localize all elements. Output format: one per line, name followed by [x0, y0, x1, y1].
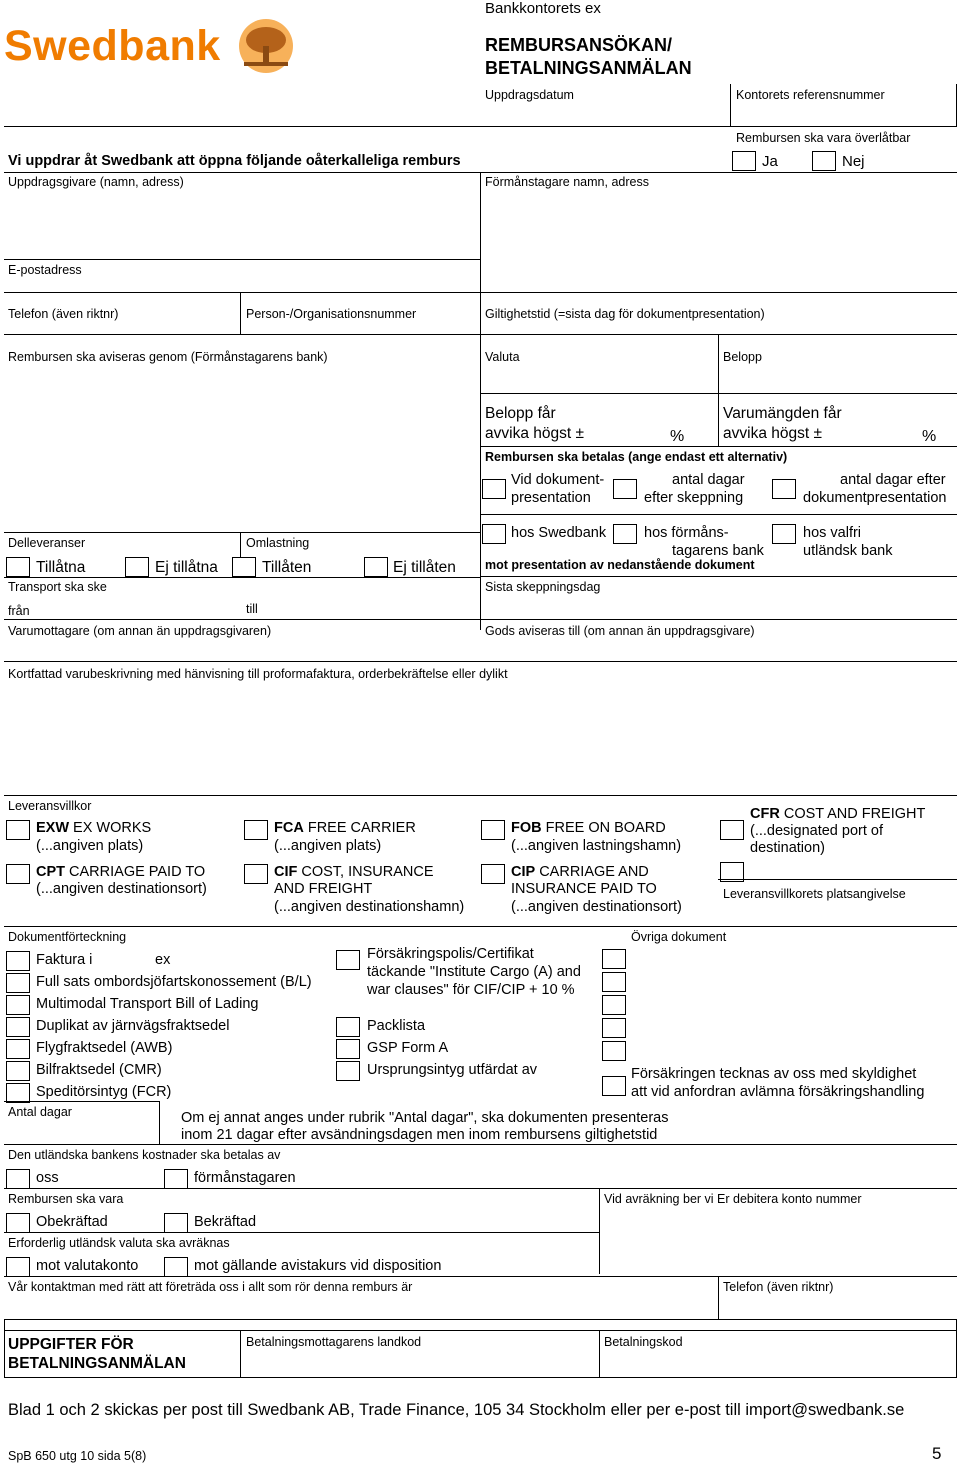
- yes-label: Ja: [762, 153, 778, 170]
- days-note-line1: Om ej annat anges under rubrik "Antal dagar", ska dokumenten presenteras: [181, 1110, 669, 1126]
- mtbl-label: Multimodal Transport Bill of Lading: [36, 996, 259, 1012]
- confirmed-checkbox[interactable]: [164, 1213, 188, 1233]
- partial-not-allowed-checkbox[interactable]: [125, 557, 149, 577]
- divider: [4, 1319, 957, 1320]
- fx-spot-label: mot gällande avistakurs vid disposition: [194, 1258, 442, 1274]
- debit-account-label: Vid avräkning ber vi Er debitera konto nummer: [604, 1192, 862, 1206]
- cfr-place-line1: (...designated port of: [750, 823, 883, 839]
- cip-place: (...angiven destinationsort): [511, 899, 682, 915]
- partial-not-allowed-label: Ej tillåtna: [155, 559, 218, 576]
- insurance-checkbox[interactable]: [336, 950, 360, 970]
- fca-term: FCA FREE CARRIER: [274, 820, 416, 836]
- at-any-line1: hos valfri: [803, 525, 862, 541]
- insurance-line2: täckande "Institute Cargo (A) and: [367, 964, 581, 980]
- divider: [599, 1188, 600, 1274]
- validity-label: Giltighetstid (=sista dag för dokumentpresentation): [485, 307, 765, 321]
- transship-not-allowed-label: Ej tillåten: [393, 559, 456, 576]
- divider: [240, 292, 241, 334]
- cif-term: CIF COST, INSURANCE: [274, 864, 434, 880]
- other-doc-checkbox-5[interactable]: [602, 1041, 626, 1061]
- costs-beneficiary-checkbox[interactable]: [164, 1169, 188, 1189]
- partial-allowed-label: Tillåtna: [36, 559, 86, 576]
- notify-label: Gods aviseras till (om annan än uppdragsgivare): [485, 624, 755, 638]
- divider: [240, 1330, 241, 1378]
- other-doc-checkbox-3[interactable]: [602, 995, 626, 1015]
- exw-term: EXW EX WORKS: [36, 820, 152, 836]
- divider: [480, 292, 481, 334]
- qty-tolerance-line2: avvika högst ±: [723, 425, 822, 442]
- divider: [4, 795, 957, 796]
- bank-copy-label: Bankkontorets ex: [485, 0, 601, 17]
- awb-label: Flygfraktsedel (AWB): [36, 1040, 173, 1056]
- awb-checkbox[interactable]: [6, 1039, 30, 1059]
- divider: [4, 1330, 957, 1331]
- days-after-presentation-checkbox[interactable]: [772, 479, 796, 499]
- divider: [956, 1319, 957, 1378]
- divider: [480, 446, 957, 447]
- other-doc-checkbox-4[interactable]: [602, 1018, 626, 1038]
- packing-checkbox[interactable]: [336, 1017, 360, 1037]
- divider: [718, 1276, 719, 1319]
- date-label: Uppdragsdatum: [485, 88, 574, 102]
- oak-tree-icon: [236, 18, 296, 74]
- sight-line1: Vid dokument-: [511, 472, 605, 488]
- days-doc-line2: dokumentpresentation: [803, 490, 947, 506]
- transferable-yes-checkbox[interactable]: [732, 151, 756, 171]
- contact-label: Vår kontaktman med rätt att företräda oss i allt som rör denna remburs är: [8, 1280, 413, 1294]
- divider: [4, 1101, 159, 1102]
- beneficiary-label: Förmånstagare namn, adress: [485, 175, 649, 189]
- at-swedbank-label: hos Swedbank: [511, 525, 607, 541]
- days-label: Antal dagar: [8, 1105, 72, 1119]
- divider: [4, 577, 480, 578]
- cfr-checkbox[interactable]: [720, 820, 744, 840]
- paynote-title-line2: BETALNINGSANMÄLAN: [8, 1355, 186, 1372]
- divider: [480, 393, 957, 394]
- invoice-checkbox[interactable]: [6, 951, 30, 971]
- cmr-label: Bilfraktsedel (CMR): [36, 1062, 162, 1078]
- gsp-label: GSP Form A: [367, 1040, 449, 1056]
- divider: [4, 259, 480, 260]
- fx-account-label: mot valutakonto: [36, 1258, 139, 1274]
- advising-bank-label: Rembursen ska aviseras genom (Förmånstagarens bank): [8, 350, 328, 364]
- insurance-note-line1: Försäkringen tecknas av oss med skyldighet: [631, 1066, 917, 1082]
- divider: [956, 84, 957, 126]
- days-ship-line1: antal dagar: [672, 472, 745, 488]
- paynote-title-line1: UPPGIFTER FÖR: [8, 1336, 134, 1353]
- fx-account-checkbox[interactable]: [6, 1257, 30, 1277]
- divider: [159, 1101, 160, 1144]
- exw-place: (...angiven plats): [36, 838, 144, 854]
- divider: [4, 1377, 957, 1378]
- divider: [730, 84, 731, 126]
- costs-us-label: oss: [36, 1170, 59, 1186]
- confirm-label: Rembursen ska vara: [8, 1192, 124, 1206]
- origin-label: Ursprungsintyg utfärdat av: [367, 1062, 538, 1078]
- gsp-checkbox[interactable]: [336, 1039, 360, 1059]
- insurance-line1: Försäkringspolis/Certifikat: [367, 946, 534, 962]
- at-swedbank-checkbox[interactable]: [482, 524, 506, 544]
- no-label: Nej: [842, 153, 865, 170]
- at-beneficiary-bank-checkbox[interactable]: [613, 524, 637, 544]
- sight-payment-checkbox[interactable]: [482, 479, 506, 499]
- transferable-label: Rembursen ska vara överlåtbar: [736, 131, 911, 145]
- cpt-place: (...angiven destinationsort): [36, 881, 207, 897]
- org-number-label: Person-/Organisationsnummer: [246, 307, 417, 321]
- divider: [4, 1276, 957, 1277]
- email-label: E-postadress: [8, 263, 82, 277]
- divider: [4, 926, 957, 927]
- applicant-label: Uppdragsgivare (namn, adress): [8, 175, 184, 189]
- transship-not-allowed-checkbox[interactable]: [364, 557, 388, 577]
- sight-line2: presentation: [511, 490, 591, 506]
- other-docs-label: Övriga dokument: [631, 930, 727, 944]
- cif-checkbox[interactable]: [244, 864, 268, 884]
- amount-tolerance-line1: Belopp får: [485, 405, 556, 422]
- amount-percent-sign: %: [670, 428, 685, 445]
- divider: [4, 661, 957, 662]
- cif-place: (...angiven destinationshamn): [274, 899, 465, 915]
- divider: [480, 576, 957, 577]
- insurance-line3: war clauses" för CIF/CIP + 10 %: [367, 982, 575, 998]
- cif-term-line2: AND FREIGHT: [274, 881, 373, 897]
- qty-percent-sign: %: [922, 428, 937, 445]
- mtbl-checkbox[interactable]: [6, 995, 30, 1015]
- fcr-label: Speditörsintyg (FCR): [36, 1084, 172, 1100]
- fob-checkbox[interactable]: [481, 820, 505, 840]
- at-any-line2: utländsk bank: [803, 543, 893, 559]
- page-number: 5: [932, 1444, 942, 1463]
- divider: [599, 1330, 600, 1378]
- insurance-by-us-checkbox[interactable]: [602, 1076, 626, 1096]
- transship-allowed-checkbox[interactable]: [232, 557, 256, 577]
- at-any-bank-checkbox[interactable]: [772, 524, 796, 544]
- other-doc-checkbox-1[interactable]: [602, 949, 626, 969]
- partial-allowed-checkbox[interactable]: [6, 557, 30, 577]
- intro-heading: Vi uppdrar åt Swedbank att öppna följande oåterkalleliga remburs: [8, 153, 461, 169]
- at-benef-line2: tagarens bank: [672, 543, 764, 559]
- payment-heading: Rembursen ska betalas (ange endast ett alternativ): [485, 450, 788, 464]
- fob-term: FOB FREE ON BOARD: [511, 820, 666, 836]
- divider: [4, 532, 480, 533]
- days-note-line2: inom 21 dagar efter avsändningsdagen men inom rembursens giltighetstid: [181, 1127, 658, 1143]
- last-shipment-label: Sista skeppningsdag: [485, 580, 601, 594]
- partial-shipment-label: Delleveranser: [8, 536, 86, 550]
- unconfirmed-checkbox[interactable]: [6, 1213, 30, 1233]
- days-ship-line2: efter skeppning: [644, 490, 744, 506]
- payment-code-label: Betalningskod: [604, 1335, 683, 1349]
- fcr-checkbox[interactable]: [6, 1083, 30, 1103]
- days-after-shipment-checkbox[interactable]: [613, 479, 637, 499]
- transport-label: Transport ska ske: [8, 580, 107, 594]
- at-benef-line1: hos förmåns-: [644, 525, 729, 541]
- cip-checkbox[interactable]: [481, 864, 505, 884]
- packing-label: Packlista: [367, 1018, 426, 1034]
- divider: [480, 334, 481, 630]
- rail-label: Duplikat av järnvägsfraktsedel: [36, 1018, 230, 1034]
- unconfirmed-label: Obekräftad: [36, 1214, 108, 1230]
- brand-name: Swedbank: [4, 22, 221, 70]
- origin-checkbox[interactable]: [336, 1061, 360, 1081]
- rail-checkbox[interactable]: [6, 1017, 30, 1037]
- divider: [4, 1232, 599, 1233]
- qty-tolerance-line1: Varumängden får: [723, 405, 842, 422]
- fca-place: (...angiven plats): [274, 838, 382, 854]
- cip-term: CIP CARRIAGE AND: [511, 864, 649, 880]
- fx-label: Erforderlig utländsk valuta ska avräknas: [8, 1236, 230, 1250]
- bl-label: Full sats ombordsjöfartskonossement (B/L): [36, 974, 312, 990]
- divider: [480, 172, 481, 292]
- currency-label: Valuta: [485, 350, 520, 364]
- bl-checkbox[interactable]: [6, 973, 30, 993]
- days-doc-line1: antal dagar efter: [840, 472, 946, 488]
- delivery-terms-label: Leveransvillkor: [8, 799, 92, 813]
- cmr-checkbox[interactable]: [6, 1061, 30, 1081]
- form-code: SpB 650 utg 10 sida 5(8): [8, 1449, 147, 1463]
- divider: [4, 1319, 5, 1378]
- form-title-line2: BETALNINGSANMÄLAN: [485, 58, 692, 78]
- invoice-copies-label: ex: [155, 952, 171, 968]
- ref-label: Kontorets referensnummer: [736, 88, 885, 102]
- insurance-note-line2: att vid anfordran avlämna försäkringshandling: [631, 1084, 925, 1100]
- cpt-term: CPT CARRIAGE PAID TO: [36, 864, 206, 880]
- fob-place: (...angiven lastningshamn): [511, 838, 682, 854]
- confirmed-label: Bekräftad: [194, 1214, 257, 1230]
- cfr-place-line2: destination): [750, 840, 825, 856]
- to-label: till: [246, 602, 258, 616]
- swedbank-logo: [4, 22, 230, 72]
- amount-label: Belopp: [723, 350, 762, 364]
- mailing-note: Blad 1 och 2 skickas per post till Swedbank AB, Trade Finance, 105 34 Stockholm eller per e-post till import@swedbank.se: [8, 1401, 905, 1419]
- documents-label: Dokumentförteckning: [8, 930, 127, 944]
- from-label: från: [8, 604, 30, 618]
- contact-phone-label: Telefon (även riktnr): [723, 1280, 834, 1294]
- exw-checkbox[interactable]: [6, 820, 30, 840]
- cip-term-line2: INSURANCE PAID TO: [511, 881, 657, 897]
- goods-description-label: Kortfattad varubeskrivning med hänvisning till proformafaktura, orderbekräftelse eller dylikt: [8, 667, 508, 681]
- divider: [4, 1144, 957, 1145]
- transferable-no-checkbox[interactable]: [812, 151, 836, 171]
- against-docs-label: mot presentation av nedanstående dokument: [485, 558, 755, 572]
- costs-beneficiary-label: förmånstagaren: [194, 1170, 296, 1186]
- divider: [480, 514, 957, 515]
- invoice-label: Faktura i: [36, 952, 93, 968]
- divider: [718, 879, 957, 880]
- fca-checkbox[interactable]: [244, 820, 268, 840]
- divider: [4, 126, 957, 127]
- divider: [4, 1188, 957, 1189]
- divider: [4, 619, 957, 620]
- cpt-checkbox[interactable]: [6, 864, 30, 884]
- phone-label: Telefon (även riktnr): [8, 307, 119, 321]
- costs-us-checkbox[interactable]: [6, 1169, 30, 1189]
- other-doc-checkbox-2[interactable]: [602, 972, 626, 992]
- cfr-term: CFR COST AND FREIGHT: [750, 806, 926, 822]
- amount-tolerance-line2: avvika högst ±: [485, 425, 584, 442]
- transship-allowed-label: Tillåten: [262, 559, 312, 576]
- form-title-line1: REMBURSANSÖKAN/: [485, 35, 673, 55]
- divider: [718, 334, 719, 446]
- delivery-place-label: Leveransvillkorets platsangivelse: [723, 887, 906, 901]
- transshipment-label: Omlastning: [246, 536, 310, 550]
- consignee-label: Varumottagare (om annan än uppdragsgivaren): [8, 624, 272, 638]
- fx-spot-checkbox[interactable]: [164, 1257, 188, 1277]
- country-code-label: Betalningsmottagarens landkod: [246, 1335, 422, 1349]
- costs-label: Den utländska bankens kostnader ska betalas av: [8, 1148, 281, 1162]
